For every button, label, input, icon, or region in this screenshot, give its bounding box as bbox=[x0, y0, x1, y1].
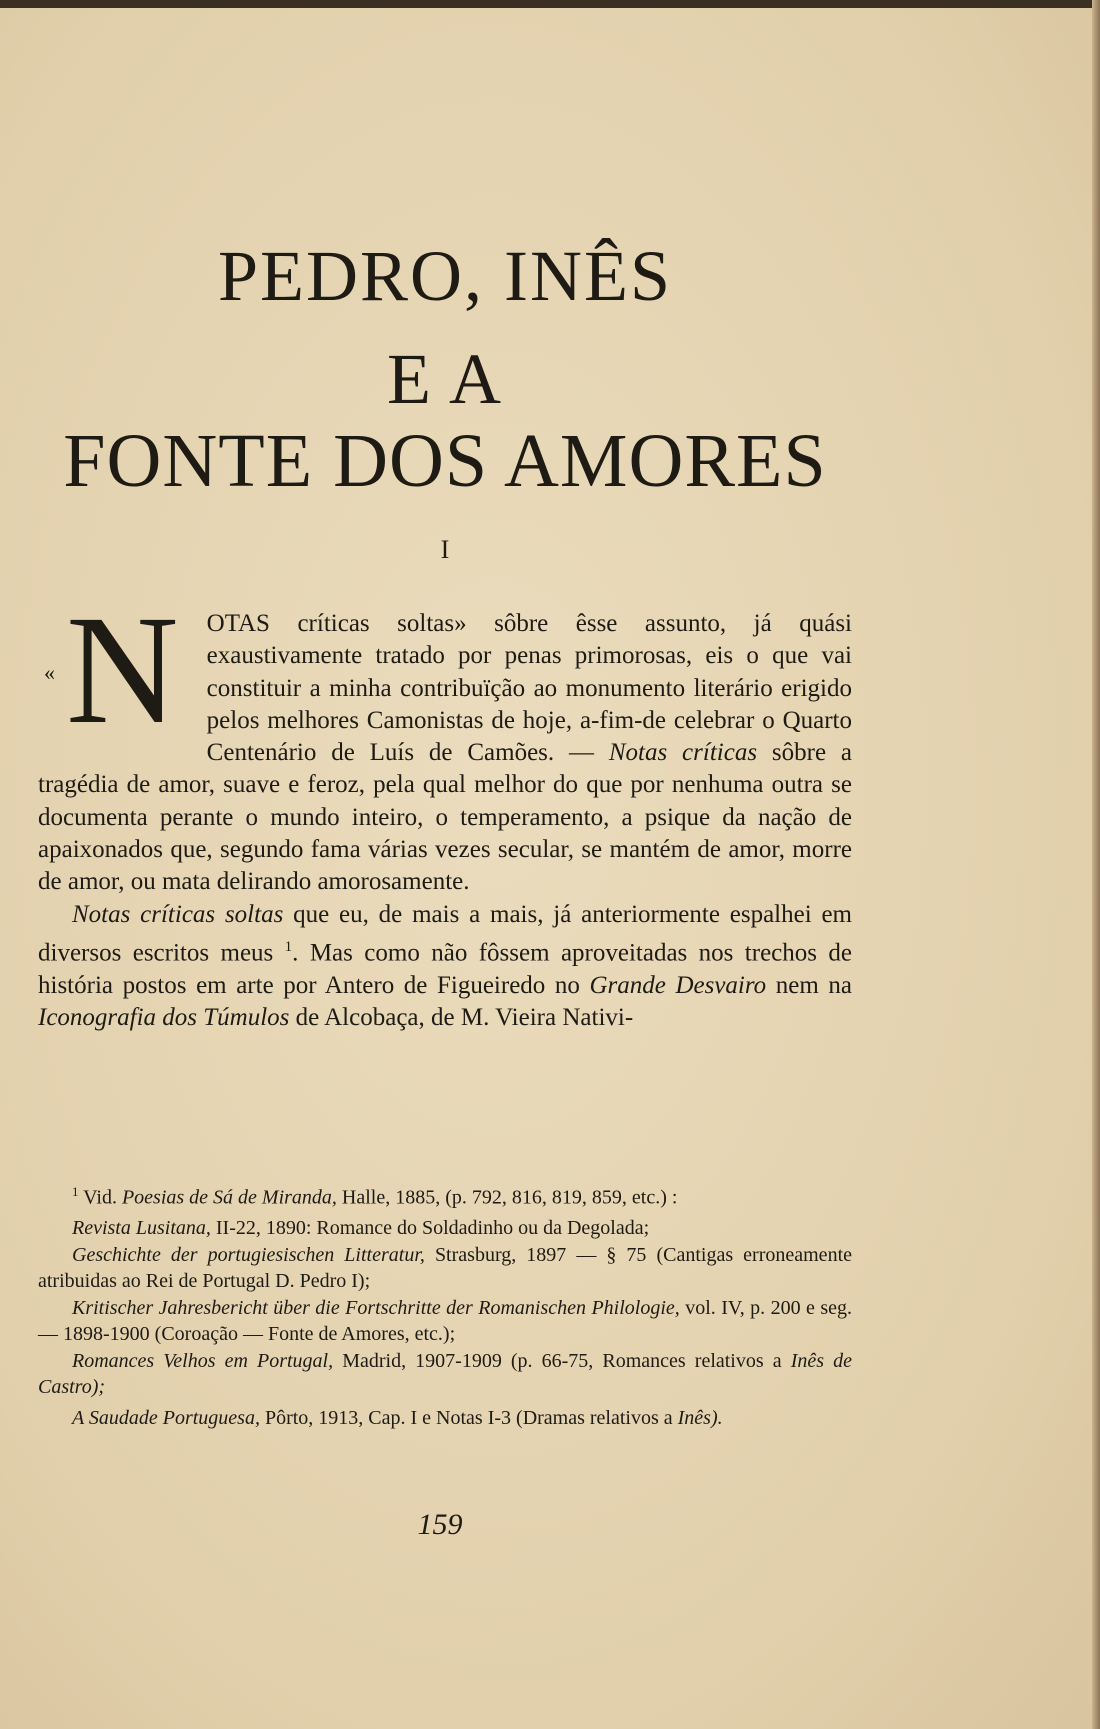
footnote-2-italic: Revista Lusitana, bbox=[72, 1217, 211, 1240]
footnote-1 bbox=[38, 1179, 852, 1211]
footnote-4-italic: Kritischer Jahresbericht über die Fortschritte der Romanischen Philologie, bbox=[72, 1296, 680, 1319]
body-text bbox=[38, 583, 853, 1034]
footnote-1-text-b: Halle, 1885, (p. 792, 816, 819, 859, etc.) : bbox=[336, 1186, 678, 1209]
footnote-6-italic-2: Inês). bbox=[677, 1406, 723, 1429]
footnote-5-italic: Romances Velhos em Portugal, bbox=[72, 1349, 334, 1372]
p2-text-b: . Mas como não fôssem aproveitadas nos trechos de história postos em arte por Antero de Figueiredo no bbox=[38, 939, 852, 999]
p2-text-c: nem na bbox=[766, 971, 853, 999]
title-line-3: FONTE DOS AMORES bbox=[63, 419, 827, 503]
p2-text-a: que eu, de mais a mais, já anteriormente espalhei em diversos escritos meus bbox=[38, 900, 853, 967]
footnote-6-italic: A Saudade Portuguesa, bbox=[72, 1406, 260, 1429]
page-right-edge bbox=[1092, 0, 1100, 1729]
page-number: 159 bbox=[417, 1508, 463, 1541]
footnote-5 bbox=[38, 1348, 852, 1401]
footnote-1-italic: Poesias de Sá de Miranda, bbox=[121, 1186, 337, 1209]
title-line-1: PEDRO, INÊS bbox=[217, 236, 673, 316]
footnote-3-text: Strasburg, 1897 — § 75 (Cantigas erroneamente atribuidas ao Rei de Portugal D. Pedro I); bbox=[38, 1243, 852, 1293]
p1-text-a: OTAS críticas soltas» sôbre êsse assunto, já quási exaustivamente tratado por penas primorosas, eis o que vai constituir a minha contribuïção ao monumento literário erigido pelos melhores Camonistas de hoje, a-fim-de celebrar o Quarto Centenário de Luís de Camões. — bbox=[206, 610, 852, 767]
footnote-2-text: II-22, 1890: Romance do Soldadinho ou da Degolada; bbox=[210, 1217, 650, 1240]
p2-text-d: de Alcobaça, de M. Vieira Nativi- bbox=[289, 1003, 634, 1031]
footnote-6-text: Pôrto, 1913, Cap. I e Notas I-3 (Dramas relativos a bbox=[259, 1406, 678, 1429]
paragraph-1 bbox=[38, 583, 852, 899]
p2-italic-3: Iconografia dos Túmulos bbox=[38, 1003, 290, 1031]
title-line-2: E A bbox=[386, 339, 503, 419]
p2-italic-2: Grande Desvairo bbox=[589, 971, 767, 999]
footnote-3 bbox=[38, 1242, 852, 1295]
paragraph-2 bbox=[38, 899, 852, 1035]
footnote-2 bbox=[38, 1215, 852, 1242]
p1-text-b: sôbre a tragédia de amor, suave e feroz, pela qual melhor do que por nenhuma outra se documenta perante o mundo inteiro, o temperamento, a psique da nação de apaixonados que, segundo fama várias vezes secular, se mantém de amor, morre de amor, ou mata delirando amorosamente. bbox=[38, 739, 852, 896]
footnote-6 bbox=[38, 1405, 852, 1432]
p2-italic-1: Notas críticas soltas bbox=[72, 900, 284, 928]
section-number: I bbox=[440, 535, 450, 564]
p1-italic: Notas críticas bbox=[608, 739, 758, 767]
drop-cap: N bbox=[66, 583, 179, 756]
footnote-4 bbox=[38, 1295, 852, 1348]
footnote-5-italic-2: Inês de Castro); bbox=[38, 1349, 852, 1399]
page-top-edge bbox=[0, 0, 1100, 8]
footnote-5-text: Madrid, 1907-1909 (p. 66-75, Romances relativos a bbox=[333, 1349, 791, 1372]
footnote-4-text: vol. IV, p. 200 e seg. — 1898-1900 (Coroação — Fonte de Amores, etc.); bbox=[38, 1296, 852, 1346]
footnote-reference: 1 bbox=[284, 938, 293, 955]
footnote-3-italic: Geschichte der portugiesischen Litteratur, bbox=[72, 1243, 425, 1266]
opening-quote-mark: « bbox=[44, 660, 55, 685]
footnote-1-text-a: Vid. bbox=[78, 1186, 122, 1209]
footnotes bbox=[38, 1179, 852, 1431]
footnote-1-mark: 1 bbox=[72, 1184, 79, 1199]
